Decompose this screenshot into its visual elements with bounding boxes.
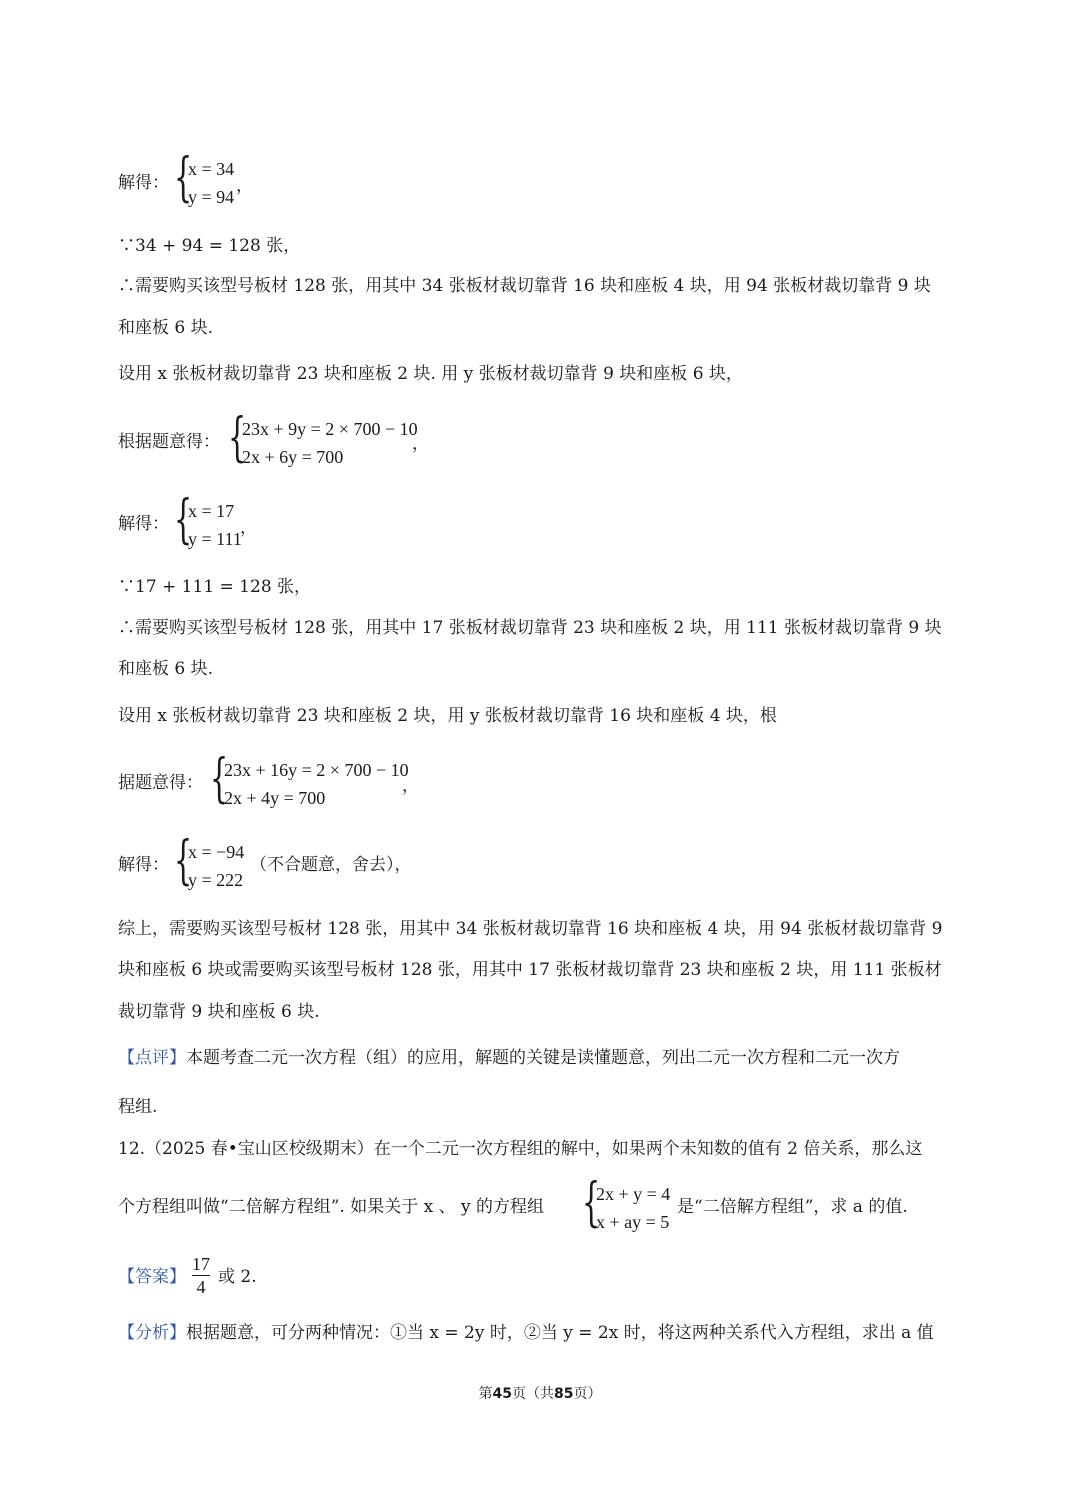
sol1-label: 解得： bbox=[118, 173, 169, 193]
answer-fraction bbox=[192, 1254, 210, 1297]
sol1-eq1: x = 34 bbox=[188, 159, 235, 179]
sys3-eq2: 2x + 4y = 700 bbox=[224, 788, 326, 808]
therefore2-line1: ∴需要购买该型号板材 128 张，用其中 17 张板材裁切靠背 23 块和座板 2 块，用 111 张板材裁切靠背 9 块 bbox=[118, 618, 942, 638]
comment-line1 bbox=[118, 1046, 900, 1070]
comment-line2: 程组. bbox=[118, 1097, 158, 1117]
fraction-bar bbox=[192, 1275, 210, 1276]
sol1-eq2: y = 94 bbox=[188, 187, 235, 207]
therefore2-line2: 和座板 6 块. bbox=[118, 659, 214, 679]
because2: ∵17 + 111 = 128 张， bbox=[118, 577, 312, 597]
analysis-text: 根据题意，可分两种情况：①当 x = 2y 时，②当 y = 2x 时，将这两种关系代入方程组，求出 a 值 bbox=[186, 1323, 934, 1343]
sol3-eq1: x = −94 bbox=[188, 842, 245, 862]
because1: ∵34 + 94 = 128 张， bbox=[118, 236, 301, 256]
answer-numerator: 17 bbox=[192, 1254, 210, 1274]
footer-total-pages: 85 bbox=[554, 1386, 574, 1402]
left-brace-icon: { bbox=[228, 408, 247, 468]
setup2: 设用 x 张板材裁切靠背 23 块和座板 2 块. 用 y 张板材裁切靠背 9 块和座板 6 块， bbox=[118, 364, 743, 384]
page-footer bbox=[0, 1383, 1080, 1403]
q12-line2-pre: 个方程组叫做“二倍解方程组”. 如果关于 x 、 y 的方程组 bbox=[118, 1197, 544, 1217]
sol2-label: 解得： bbox=[118, 514, 169, 534]
q12-eq1: 2x + y = 4 bbox=[596, 1184, 671, 1204]
left-brace-icon: { bbox=[174, 831, 193, 891]
footer-mid: 页（共 bbox=[512, 1386, 554, 1402]
left-brace-icon: { bbox=[582, 1173, 601, 1233]
setup3: 设用 x 张板材裁切靠背 23 块和座板 2 块，用 y 张板材裁切靠背 16 块和座板 4 块，根 bbox=[118, 706, 777, 726]
left-brace-icon: { bbox=[210, 749, 229, 809]
summary-line1: 综上，需要购买该型号板材 128 张，用其中 34 张板材裁切靠背 16 块和座板 4 块，用 94 张板材裁切靠背 9 bbox=[118, 919, 943, 939]
footer-pre: 第 bbox=[478, 1386, 493, 1402]
answer-tag bbox=[118, 1265, 186, 1289]
q12-line1: 12.（2025 春•宝山区校级期末）在一个二元一次方程组的解中，如果两个未知数的值有 2 倍关系，那么这 bbox=[118, 1139, 923, 1159]
analysis-line bbox=[118, 1321, 934, 1345]
footer-page-number: 45 bbox=[492, 1386, 512, 1402]
sol3-eq2: y = 222 bbox=[188, 870, 244, 890]
sys2-eq2: 2x + 6y = 700 bbox=[242, 447, 344, 467]
left-brace-icon: { bbox=[174, 148, 193, 208]
summary-line2: 块和座板 6 块或需要购买该型号板材 128 张，用其中 17 张板材裁切靠背 23 块和座板 2 块，用 111 张板材 bbox=[118, 960, 942, 980]
sol2-eq2: y = 111 bbox=[188, 529, 242, 549]
sol3-label: 解得： bbox=[118, 855, 169, 875]
sol2-tail: ， bbox=[240, 518, 257, 538]
summary-line3: 裁切靠背 9 块和座板 6 块. bbox=[118, 1002, 320, 1022]
sys2-label: 根据题意得： bbox=[118, 432, 220, 452]
therefore1-line1: ∴需要购买该型号板材 128 张，用其中 34 张板材裁切靠背 16 块和座板 4 块，用 94 张板材裁切靠背 9 块 bbox=[118, 276, 931, 296]
q12-eq2: x + ay = 5 bbox=[596, 1212, 670, 1232]
answer-tag-text: 【答案】 bbox=[118, 1267, 186, 1287]
sol1-tail: ， bbox=[236, 176, 253, 196]
answer-tail: 或 2. bbox=[218, 1267, 257, 1287]
footer-post: 页） bbox=[573, 1386, 602, 1402]
sol2-eq1: x = 17 bbox=[188, 501, 235, 521]
comment-text: 本题考查二元一次方程（组）的应用，解题的关键是读懂题意，列出二元一次方程和二元一次方 bbox=[186, 1048, 900, 1068]
sys2-eq1: 23x + 9y = 2 × 700 − 10 bbox=[242, 419, 418, 439]
comment-tag: 【点评】 bbox=[118, 1048, 186, 1068]
answer-denominator: 4 bbox=[196, 1277, 206, 1297]
q12-line2-post: 是“二倍解方程组”，求 a 的值. bbox=[677, 1197, 908, 1217]
analysis-tag: 【分析】 bbox=[118, 1323, 186, 1343]
sys3-eq1: 23x + 16y = 2 × 700 − 10 bbox=[224, 760, 409, 780]
sys3-tail: ， bbox=[402, 776, 419, 796]
sys3-label: 据题意得： bbox=[118, 773, 203, 793]
therefore1-line2: 和座板 6 块. bbox=[118, 318, 214, 338]
sys2-tail: ， bbox=[412, 434, 429, 454]
left-brace-icon: { bbox=[174, 490, 193, 550]
sol3-tail: （不合题意，舍去）， bbox=[250, 855, 412, 875]
